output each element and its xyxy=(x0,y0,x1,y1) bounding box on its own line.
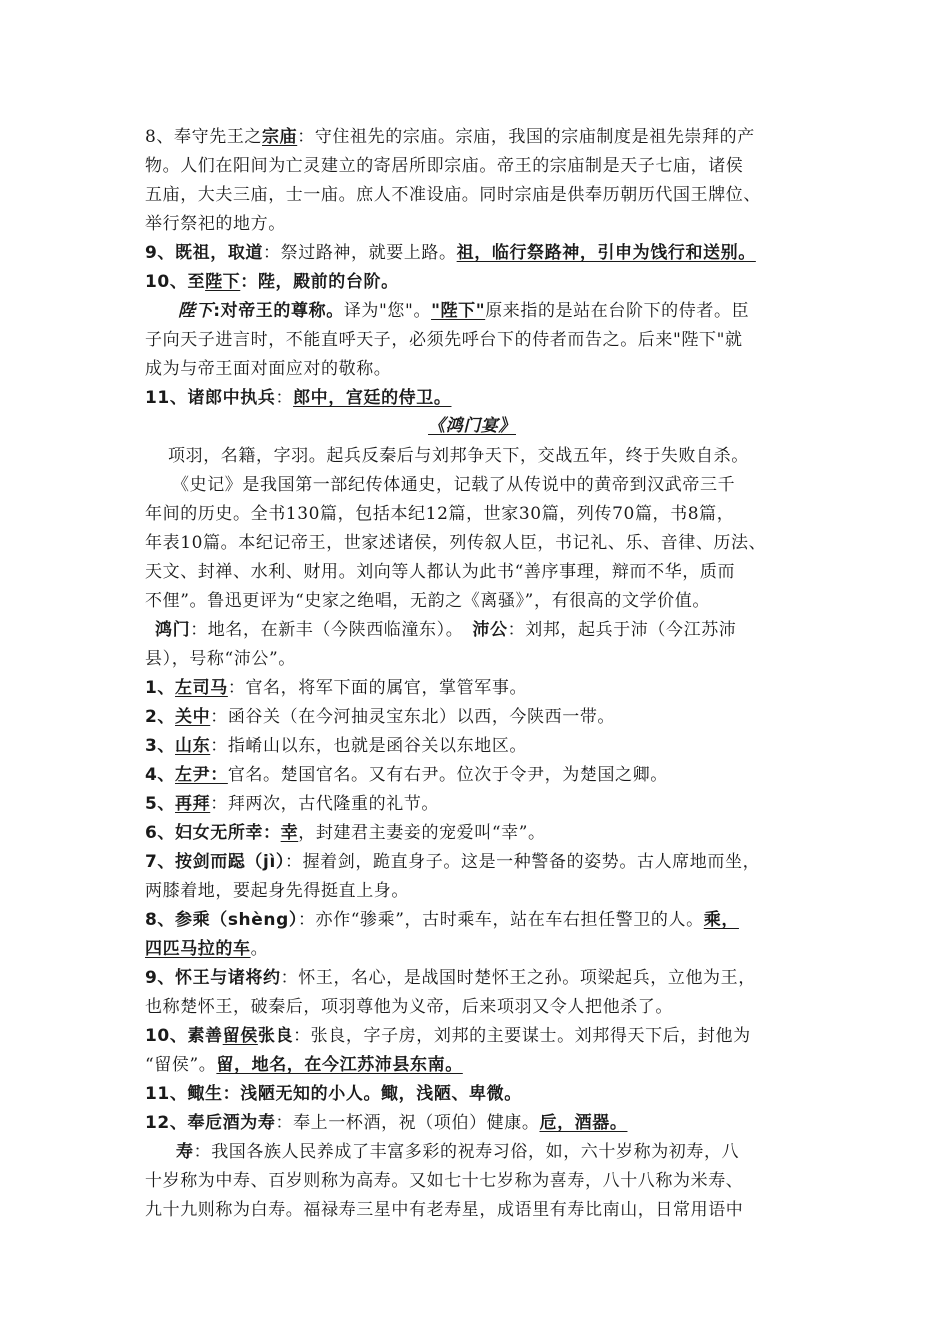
text-span: 四匹马拉的车 xyxy=(145,939,251,959)
text-span: 年间的历史。全书130篇，包括本纪12篇，世家30篇，列传70篇，书8篇， xyxy=(145,504,735,524)
text-span: 沛公 xyxy=(472,620,508,640)
text-span: 县），号称“沛公”。 xyxy=(145,649,296,669)
text-line xyxy=(145,734,527,758)
text-span: 山东 xyxy=(175,736,211,756)
text-span: 项羽，名籍，字羽。起兵反秦后与刘邦争天下，交战五年，终于失败自杀。 xyxy=(168,446,749,466)
text-line xyxy=(145,560,735,584)
text-span: ：刘邦，起兵于沛（今江苏沛 xyxy=(507,620,737,640)
text-span: 9、怀王与诸将约 xyxy=(145,968,281,988)
text-span: 五庙，大夫三庙，士一庙。庶人不准设庙。同时宗庙是供奉历朝历代国王牌位、 xyxy=(145,185,761,205)
text-line xyxy=(155,618,736,642)
text-span: ：拜两次，古代隆重的礼节。 xyxy=(210,794,440,814)
text-span: 2、 xyxy=(145,707,176,727)
text-line xyxy=(145,1024,751,1048)
section-title: 《鸿门宴》 xyxy=(428,416,516,436)
text-line xyxy=(145,183,761,207)
text-span: 12、奉卮酒为寿 xyxy=(145,1113,276,1133)
text-span: 张良 xyxy=(257,1026,294,1046)
text-span: ：守住祖先的宗庙。宗庙，我国的宗庙制度是祖先崇拜的产 xyxy=(297,127,755,147)
text-span: 九十九则称为白寿。福禄寿三星中有老寿星，成语里有寿比南山，日常用语中 xyxy=(145,1200,744,1220)
text-span: ：官名，将军下面的属官，掌管军事。 xyxy=(227,678,528,698)
text-span: 成为与帝王面对面应对的敬称。 xyxy=(145,359,392,379)
text-span: 8、奉守先王之 xyxy=(145,127,263,147)
text-span: 留，地名，在今江苏沛县东南。 xyxy=(216,1055,463,1075)
text-span: 9、既祖，取道 xyxy=(145,243,264,263)
text-span: 4、 xyxy=(145,765,176,785)
text-span: 3、 xyxy=(145,736,176,756)
text-line xyxy=(145,937,268,961)
text-span: ：地名，在新丰（今陕西临潼东）。 xyxy=(190,620,473,640)
text-span: 年表10篇。本纪记帝王，世家述诸侯，列传叙人臣，书记礼、乐、音律、历法、 xyxy=(145,533,767,553)
text-line xyxy=(172,473,735,497)
text-span: 陛下 xyxy=(178,301,214,321)
text-span: ：怀王，名心，是战国时楚怀王之孙。项梁起兵，立他为王， xyxy=(280,968,756,988)
text-line xyxy=(145,212,286,236)
text-line xyxy=(428,414,516,438)
text-span: 两膝着地，要起身先得挺直上身。 xyxy=(145,881,409,901)
text-span: 也称楚怀王，破秦后，项羽尊他为义帝，后来项羽又令人把他杀了。 xyxy=(145,997,673,1017)
text-line xyxy=(145,125,755,149)
text-line xyxy=(145,908,739,932)
text-span: 官名。楚国官名。又有右尹。位次于令尹，为楚国之卿。 xyxy=(227,765,668,785)
text-line xyxy=(145,1111,627,1135)
text-line xyxy=(145,270,399,294)
text-line xyxy=(145,879,409,903)
text-line xyxy=(178,299,749,323)
text-line xyxy=(145,995,673,1019)
text-span: ：我国各族人民养成了丰富多彩的祝寿习俗，如，六十岁称为初寿，八 xyxy=(193,1142,740,1162)
text-span: ：祭过路神，就要上路。 xyxy=(263,243,457,263)
text-span: ：函谷关（在今河抽灵宝东北）以西，今陕西一带。 xyxy=(210,707,616,727)
text-line xyxy=(145,589,710,613)
text-span: 卮，酒器。 xyxy=(539,1113,628,1133)
text-span: 11、诸郎中执兵 xyxy=(145,388,276,408)
text-span: 郎中，宫廷的侍卫。 xyxy=(293,388,452,408)
text-line xyxy=(168,444,749,468)
text-span: ：陛，殿前的台阶。 xyxy=(240,272,399,292)
text-line xyxy=(145,502,734,526)
text-span: 陛下 xyxy=(205,272,241,292)
text-span: ：握着剑，跪直身子。这是一种警备的姿势。古人席地而坐， xyxy=(284,852,761,872)
text-line xyxy=(145,154,743,178)
text-line xyxy=(145,705,615,729)
text-span: 乘， xyxy=(703,910,739,930)
text-line xyxy=(145,241,756,265)
text-line xyxy=(145,1053,463,1077)
text-span: 幸 xyxy=(280,823,299,843)
text-span: ：奉上一杯酒，祝（项伯）健康。 xyxy=(275,1113,540,1133)
text-span: ：亦作“骖乘”，古时乘车，站在车右担任警卫的人。 xyxy=(297,910,704,930)
text-span: 不俚”。鲁迅更评为“史家之绝唱，无韵之《离骚》”，有很高的文学价值。 xyxy=(145,591,710,611)
text-line xyxy=(145,792,439,816)
text-line xyxy=(145,647,296,671)
text-span: 寿 xyxy=(176,1142,194,1162)
text-span: 宗庙 xyxy=(262,127,298,147)
text-span: ，封建君主妻妾的宠爱叫“幸”。 xyxy=(298,823,546,843)
text-span: 11、鲰生：浅陋无知的小人。鲰，浅陋、卑微。 xyxy=(145,1084,522,1104)
text-line xyxy=(176,1140,739,1164)
text-span: 左司马 xyxy=(175,678,228,698)
text-span: 左尹： xyxy=(175,765,228,785)
text-span: 10、至 xyxy=(145,272,206,292)
text-span: 1、 xyxy=(145,678,176,698)
text-line xyxy=(145,386,451,410)
text-span: 7、按剑而跽（jì） xyxy=(145,852,285,872)
text-line xyxy=(145,850,760,874)
text-span: 原来指的是站在台阶下的侍者。臣 xyxy=(485,301,750,321)
text-span: ：指崤山以东，也就是函谷关以东地区。 xyxy=(210,736,528,756)
text-line xyxy=(145,763,668,787)
text-span: 鸿门 xyxy=(155,620,191,640)
text-span: 再拜 xyxy=(175,794,211,814)
text-line xyxy=(145,966,756,990)
text-span: 祖，临行祭路神，引申为饯行和送别。 xyxy=(456,243,756,263)
text-span: 留侯 xyxy=(222,1026,258,1046)
text-span: ：张良，字子房，刘邦的主要谋士。刘邦得天下后，封他为 xyxy=(293,1026,751,1046)
text-span: 天文、封禅、水利、财用。刘向等人都认为此书“善序事理，辩而不华，质而 xyxy=(145,562,736,582)
text-span: 子向天子进言时，不能直呼天子，必须先呼台下的侍者而告之。后来"陛下"就 xyxy=(145,330,743,350)
text-span: 5、 xyxy=(145,794,176,814)
text-line xyxy=(145,328,743,352)
text-line xyxy=(145,1169,743,1193)
text-span: "陛下" xyxy=(431,301,486,321)
text-span: 关中 xyxy=(175,707,211,727)
text-span: ： xyxy=(275,388,294,408)
text-line xyxy=(145,531,766,555)
text-line xyxy=(145,676,527,700)
text-span: “留侯”。 xyxy=(145,1055,217,1075)
text-span: 《史记》是我国第一部纪传体通史，记载了从传说中的黄帝到汉武帝三千 xyxy=(172,475,736,495)
text-line xyxy=(145,821,546,845)
text-span: :对帝王的尊称。 xyxy=(213,301,344,321)
text-span: 8、参乘（shèng） xyxy=(145,910,298,930)
text-span: 。 xyxy=(250,939,269,959)
text-span: 十岁称为中寿、百岁则称为高寿。又如七十七岁称为喜寿，八十八称为米寿、 xyxy=(145,1171,744,1191)
text-line xyxy=(145,1082,522,1106)
text-line xyxy=(145,1198,743,1222)
text-span: 举行祭祀的地方。 xyxy=(145,214,286,234)
text-line xyxy=(145,357,391,381)
text-span: 译为"您"。 xyxy=(343,301,432,321)
text-span: 物。人们在阳间为亡灵建立的寄居所即宗庙。帝王的宗庙制是天子七庙，诸侯 xyxy=(145,156,744,176)
text-span: 6、妇女无所幸： xyxy=(145,823,281,843)
text-span: 10、素善 xyxy=(145,1026,223,1046)
